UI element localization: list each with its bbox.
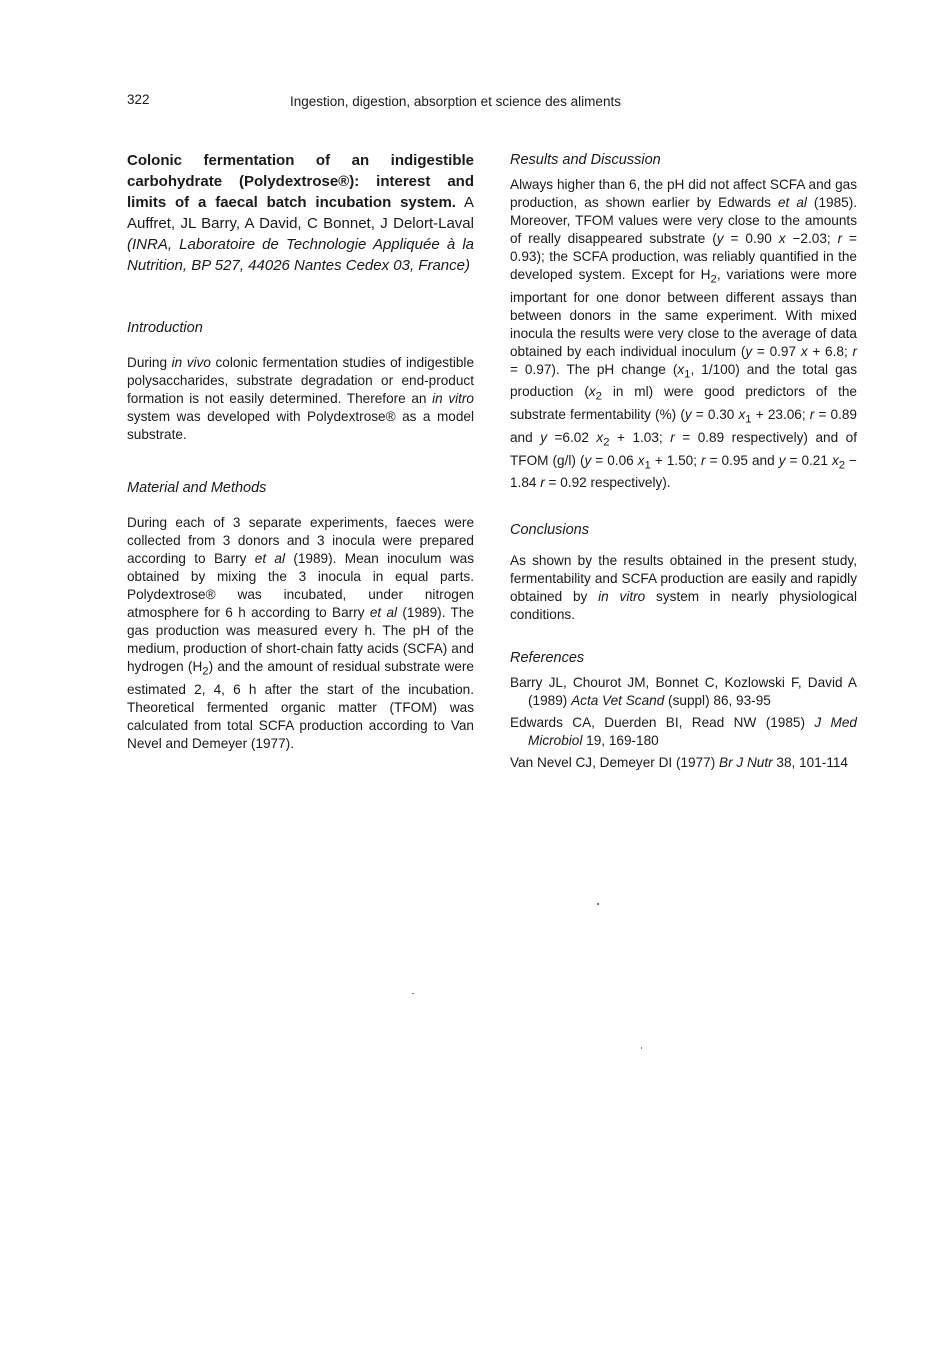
text-run: in vivo (171, 355, 211, 370)
text-run: r (809, 407, 815, 423)
results-heading: Results and Discussion (510, 152, 661, 168)
text-run: x (831, 452, 839, 468)
journal-name: Br J Nutr (719, 755, 773, 771)
text-run: r (540, 475, 545, 491)
text-run: Always higher than 6, the pH did not affect SCFA and gas production, as shown earlier by Edwards (510, 177, 857, 210)
text-run: y (778, 452, 786, 468)
text-run: = 0.90 (723, 231, 779, 246)
text-run: (suppl) 86, 93-95 (664, 693, 771, 709)
text-run: = 0.21 (785, 452, 832, 468)
right-column (510, 150, 857, 776)
reference-item (510, 754, 857, 772)
text-run: , variations were more important for one donor between different assays than between donors in the same experiment. With mixed inocula the results were very close to the average of data obtained by each individual inoculum ( (510, 267, 857, 359)
scan-speck (597, 903, 599, 905)
text-run: + 1.03; (609, 429, 671, 445)
subscript: 2 (838, 459, 846, 472)
text-run: system in nearly physiological conditions. (510, 589, 857, 623)
text-run: = 0.97 (752, 343, 801, 359)
text-run: 38, 101-114 (772, 755, 848, 771)
article-affiliation: (INRA, Laboratoire de Technologie Appliquée à la Nutrition, BP 527, 44026 Nantes Cedex 03, France) (127, 236, 474, 274)
text-run: x (677, 361, 685, 377)
text-run: 19, 169-180 (582, 733, 659, 749)
reference-item (510, 714, 857, 750)
text-run: Edwards CA, Duerden BI, Read NW (1985) (510, 715, 815, 731)
text-run: y (540, 429, 547, 445)
methods-paragraph (127, 514, 474, 753)
subscript: 1 (684, 368, 691, 381)
text-run: + 23.06; (751, 407, 810, 423)
article-authors: A Auffret, JL Barry, A David, C Bonnet, J Delort-Laval (127, 194, 474, 232)
text-run: et al (369, 605, 398, 620)
journal-name: J Med Microbiol (528, 715, 857, 749)
text-run: − 1.84 (510, 452, 857, 491)
text-run: (1985). Moreover, TFOM values were very close to the amounts of really disappeared substrate ( (510, 195, 858, 246)
text-run: r (701, 452, 706, 468)
text-run: = 0.92 respectively). (544, 475, 671, 491)
text-run: y (684, 407, 692, 423)
subscript: 2 (595, 391, 602, 404)
results-paragraph (510, 176, 857, 492)
references-heading: References (510, 650, 585, 667)
text-run: = 0.95 and (705, 452, 779, 468)
text-run: , 1/100) and the total gas production ( (510, 361, 857, 400)
subscript: 2 (710, 273, 717, 286)
text-run: As shown by the results obtained in the present study, fermentability and SCFA production are easily and rapidly obtained by (510, 553, 857, 605)
text-run: = 0.06 (591, 452, 638, 468)
left-column (127, 150, 474, 753)
text-run: colonic fermentation studies of indigestible polysaccharides, substrate degradation or end-product formation is not easily determined. Therefore an (127, 355, 475, 406)
text-run: in vitro (432, 391, 474, 406)
scan-speck (641, 1047, 642, 1049)
text-run: = 0.89 and (510, 407, 857, 445)
subscript: 1 (745, 413, 752, 426)
methods-heading: Material and Methods (127, 480, 267, 496)
text-run: in vitro (598, 589, 646, 605)
text-run: During (127, 355, 172, 370)
text-run: x (738, 407, 746, 423)
text-run: x (778, 231, 786, 246)
text-run: = 0.97). The pH change ( (510, 361, 678, 377)
article-title: Colonic fermentation of an indigestible carbohydrate (Polydextrose®): interest and limits of a faecal batch incubation system. (127, 152, 474, 211)
text-run: y (745, 343, 753, 359)
text-run: (1989). The gas production was measured every h. The pH of the medium, production of short-chain fatty acids (SCFA) and hydrogen (H (127, 605, 474, 674)
introduction-heading: Introduction (127, 320, 203, 336)
text-run: −2.03; (785, 231, 838, 246)
text-run: x (588, 384, 596, 400)
text-run: y (584, 452, 592, 468)
subscript: 2 (202, 665, 209, 678)
text-run: + 1.50; (650, 452, 702, 468)
text-run: = 0.30 (691, 407, 739, 423)
text-run: et al (254, 551, 286, 566)
page-header (127, 92, 867, 114)
subscript: 1 (644, 459, 651, 472)
text-run: y (716, 231, 724, 246)
text-run: system was developed with Polydextrose® as a model substrate. (127, 409, 474, 442)
reference-item (510, 674, 857, 710)
text-run: ) and the amount of residual substrate were estimated 2, 4, 6 h after the start of the incubation. Theoretical fermented organic matter (TFOM) was calculated from total SCFA production according to Van Nevel and Demeyer (1977). (127, 659, 474, 751)
text-run: Van Nevel CJ, Demeyer DI (1977) (510, 755, 720, 771)
page-number: 322 (127, 92, 150, 107)
text-run: + 6.8; (807, 343, 853, 359)
conclusions-heading: Conclusions (510, 522, 589, 539)
article-header (127, 150, 474, 276)
text-run: in ml) were good predictors of the substrate fermentability (%) ( (510, 384, 857, 423)
running-head: Ingestion, digestion, absorption et science des aliments (290, 94, 621, 109)
text-run: =6.02 (546, 429, 597, 445)
text-run: et al (777, 195, 807, 210)
text-run: = 0.89 respectively) and of TFOM (g/l) ( (510, 429, 857, 468)
journal-name: Acta Vet Scand (571, 693, 665, 709)
text-run: r (852, 343, 858, 359)
text-run: x (596, 429, 604, 445)
scan-speck (412, 993, 414, 994)
text-run: (1989). Mean inoculum was obtained by mixing the 3 inocula in equal parts. Polydextrose® was incubated, under nitrogen atmosphere for 6 h according to Barry (127, 551, 474, 620)
text-run: r (837, 231, 843, 246)
text-run: Barry JL, Chourot JM, Bonnet C, Kozlowski F, David A (1989) (510, 675, 857, 709)
text-run: x (637, 452, 645, 468)
text-run: During each of 3 separate experiments, faeces were collected from 3 donors and 3 inocula were prepared according to Barry (127, 515, 474, 566)
introduction-paragraph (127, 354, 474, 444)
text-run: r (670, 429, 675, 445)
conclusions-paragraph (510, 552, 857, 624)
subscript: 2 (603, 436, 610, 449)
text-run: x (800, 343, 808, 359)
text-run: = 0.93); the SCFA production, was reliably quantified in the developed system. Except for H (510, 231, 857, 282)
